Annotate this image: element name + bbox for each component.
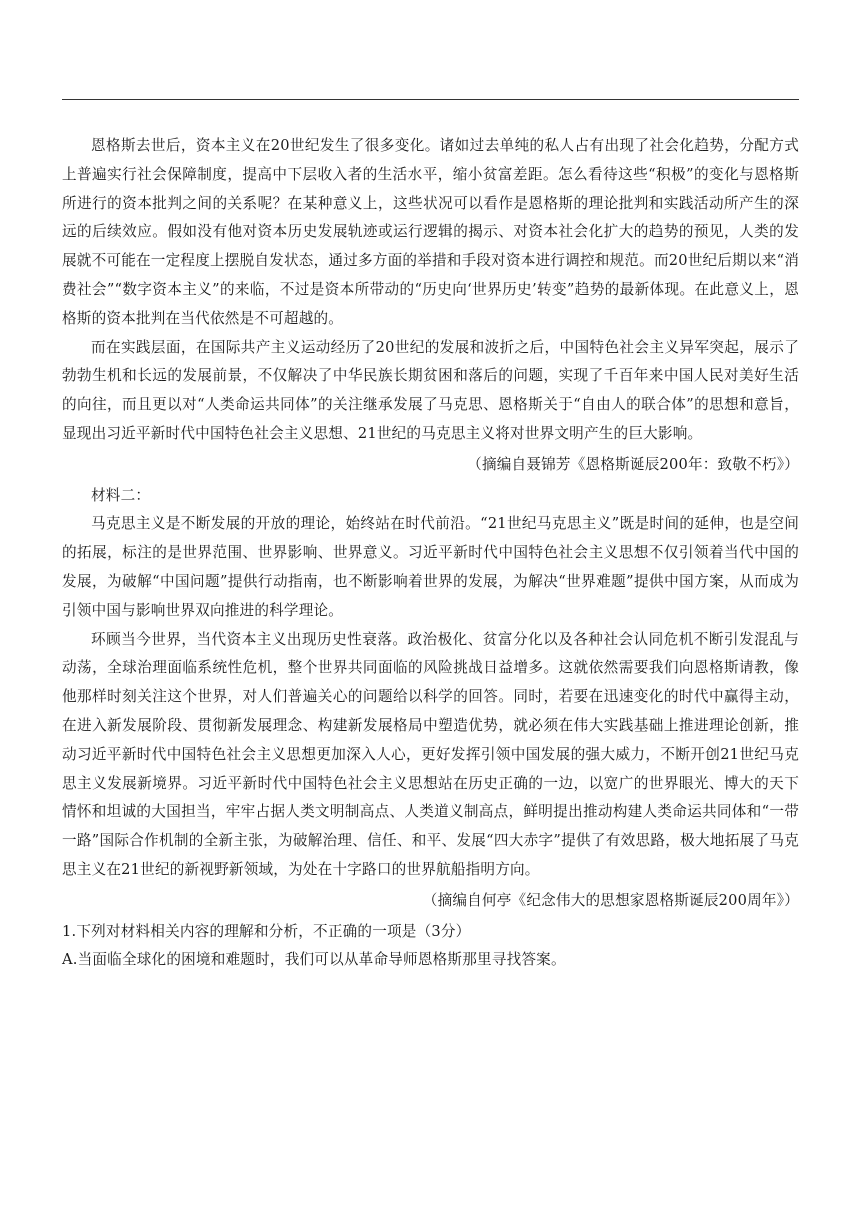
paragraph: 环顾当今世界，当代资本主义出现历史性衰落。政治极化、贫富分化以及各种社会认同危机不断引发混乱与动荡，全球治理面临系统性危机，整个世界共同面临的风险挑战日益增多。这就依然需要我们向恩格斯请教，像他那样时刻关注这个世界，对人们普遍关心的问题给以科学的回答。同时，若要在迅速变化的时代中赢得主动，在进入新发展阶段、贯彻新发展理念、构建新发展格局中塑造优势，就必须在伟大实践基础上推进理论创新，推动习近平新时代中国特色社会主义思想更加深入人心，更好发挥引领中国发展的强大威力，不断开创21世纪马克思主义发展新境界。习近平新时代中国特色社会主义思想站在历史正确的一边，以宽广的世界眼光、博大的天下情怀和坦诚的大国担当，牢牢占据人类文明制高点、人类道义制高点，鲜明提出推动构建人类命运共同体和“一带一路”国际合作机制的全新主张，为破解治理、信任、和平、发展“四大赤字”提供了有效思路，极大地拓展了马克思主义在21世纪的新视野新领域，为处在十字路口的世界航船指明方向。	[62, 630, 799, 878]
material-label: 材料二：	[91, 486, 151, 504]
document-body	[62, 132, 799, 975]
answer-option-a: A.当面临全球化的困境和难题时，我们可以从革命导师恩格斯那里寻找答案。	[62, 951, 566, 969]
paragraph: 恩格斯去世后，资本主义在20世纪发生了很多变化。诸如过去单纯的私人占有出现了社会化趋势，分配方式上普遍实行社会保障制度，提高中下层收入者的生活水平，缩小贫富差距。怎么看待这些“积极”的变化与恩格斯所进行的资本批判之间的关系呢？在某种意义上，这些状况可以看作是恩格斯的理论批判和实践活动所产生的深远的后续效应。假如没有他对资本历史发展轨迹或运行逻辑的揭示、对资本社会化扩大的趋势的预见，人类的发展就不可能在一定程度上摆脱自发状态，通过多方面的举措和手段对资本进行调控和规范。而20世纪后期以来“消费社会”“数字资本主义”的来临，不过是资本所带动的“历史向‘世界历史’转变”趋势的最新体现。在此意义上，恩格斯的资本批判在当代依然是不可超越的。	[62, 137, 799, 327]
question-stem: 1.下列对材料相关内容的理解和分析，不正确的一项是（3分）	[62, 922, 471, 940]
paragraph: 而在实践层面，在国际共产主义运动经历了20世纪的发展和波折之后，中国特色社会主义异军突起，展示了勃勃生机和长远的发展前景，不仅解决了中华民族长期贫困和落后的问题，实现了千百年来中国人民对美好生活的向往，而且更以对“人类命运共同体”的关注继承发展了马克思、恩格斯关于“自由人的联合体”的思想和意旨，显现出习近平新时代中国特色社会主义思想、21世纪的马克思主义将对世界文明产生的巨大影响。	[62, 338, 799, 442]
header-rule	[62, 99, 799, 100]
paragraph: 马克思主义是不断发展的开放的理论，始终站在时代前沿。“21世纪马克思主义”既是时间的延伸，也是空间的拓展，标注的是世界范围、世界影响、世界意义。习近平新时代中国特色社会主义思想不仅引领着当代中国的发展，为破解“中国问题”提供行动指南，也不断影响着世界的发展，为解决“世界难题”提供中国方案，从而成为引领中国与影响世界双向推进的科学理论。	[62, 515, 799, 619]
source-citation: （摘编自何亭《纪念伟大的思想家恩格斯诞辰200周年》）	[422, 891, 799, 909]
source-citation: （摘编自聂锦芳《恩格斯诞辰200年：致敬不朽》）	[467, 455, 799, 473]
